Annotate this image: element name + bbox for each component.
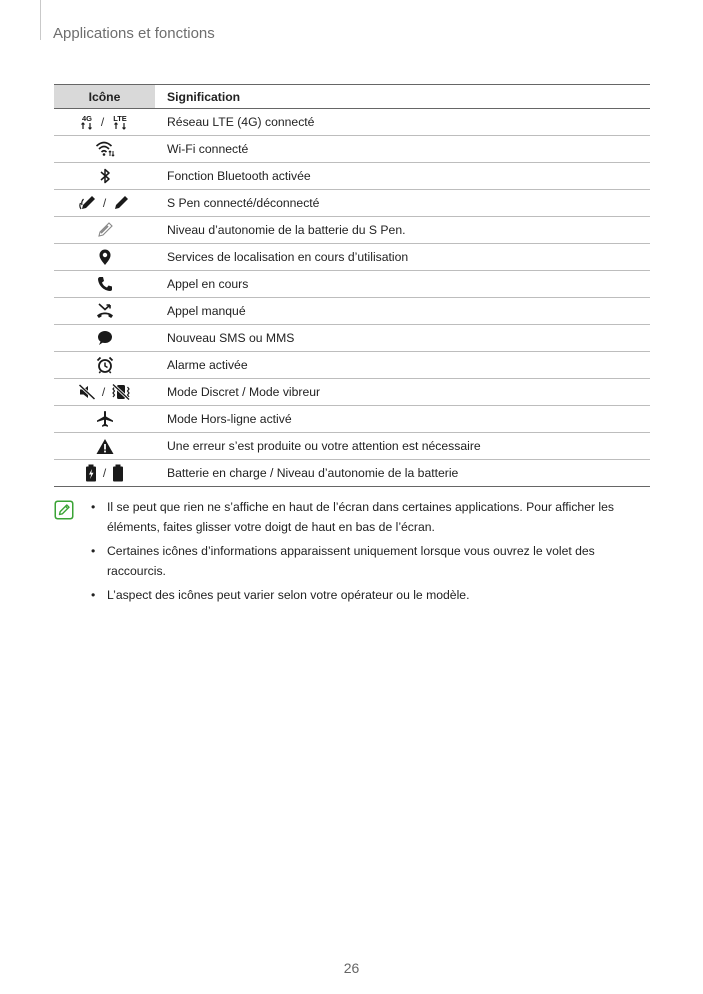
note-list — [54, 497, 654, 605]
icon-separator: / — [102, 196, 107, 210]
page-edge-line — [40, 0, 41, 40]
icon-cell — [54, 460, 155, 487]
wifi-icon — [95, 140, 115, 158]
meaning-cell: Réseau LTE (4G) connecté — [155, 109, 650, 136]
s-pen-disconnected-icon — [112, 194, 130, 212]
icon-separator: / — [102, 466, 107, 480]
table-row — [54, 406, 650, 433]
icon-cell — [54, 190, 155, 217]
table-row — [54, 136, 650, 163]
airplane-icon — [96, 410, 114, 428]
icon-cell — [54, 379, 155, 406]
battery-icon — [112, 464, 124, 482]
meaning-cell: Une erreur s’est produite ou votre attention est nécessaire — [155, 433, 650, 460]
warning-icon — [96, 438, 114, 455]
icon-cell — [54, 325, 155, 352]
table-row — [54, 379, 650, 406]
meaning-cell: Nouveau SMS ou MMS — [155, 325, 650, 352]
table-header-row — [54, 85, 650, 109]
meaning-cell: Services de localisation en cours d’utilisation — [155, 244, 650, 271]
table-row — [54, 325, 650, 352]
icon-separator: / — [100, 115, 105, 129]
page-number: 26 — [343, 960, 360, 976]
table-row — [54, 298, 650, 325]
table-row — [54, 244, 650, 271]
icon-cell — [54, 136, 155, 163]
note-text: L’aspect des icônes peut varier selon votre opérateur ou le modèle. — [107, 588, 470, 602]
table-row — [54, 109, 650, 136]
icon-cell — [54, 298, 155, 325]
s-pen-battery-icon — [96, 221, 114, 239]
meaning-cell: Alarme activée — [155, 352, 650, 379]
bullet: • — [91, 544, 96, 558]
list-item — [91, 497, 654, 537]
icon-cell — [54, 217, 155, 244]
meaning-cell: Appel en cours — [155, 271, 650, 298]
page-header: Applications et fonctions — [53, 25, 215, 42]
phone-icon — [97, 276, 113, 292]
icon-cell — [54, 163, 155, 190]
mute-icon — [78, 383, 96, 401]
meaning-cell: Mode Discret / Mode vibreur — [155, 379, 650, 406]
alarm-icon — [96, 356, 114, 374]
lte-icon — [110, 113, 130, 131]
bullet: • — [91, 588, 96, 602]
table-row — [54, 352, 650, 379]
icon-cell — [54, 109, 155, 136]
4g-icon-label: 4G — [82, 114, 93, 123]
column-header-meaning: Signification — [155, 85, 650, 109]
meaning-cell: Batterie en charge / Niveau d’autonomie de la batterie — [155, 460, 650, 487]
message-icon — [97, 330, 113, 346]
bluetooth-icon — [99, 167, 111, 185]
table-row — [54, 190, 650, 217]
4g-icon — [79, 113, 95, 131]
note-pencil-icon — [54, 500, 74, 520]
meaning-cell: Niveau d’autonomie de la batterie du S Pen. — [155, 217, 650, 244]
note-block — [54, 497, 654, 609]
bullet: • — [91, 500, 96, 514]
table-row — [54, 271, 650, 298]
meaning-cell: Fonction Bluetooth activée — [155, 163, 650, 190]
s-pen-connected-icon — [79, 194, 97, 212]
icon-cell — [54, 244, 155, 271]
list-item — [91, 541, 654, 581]
icon-cell — [54, 406, 155, 433]
location-icon — [98, 248, 112, 266]
lte-icon-label: LTE — [112, 114, 127, 123]
missed-call-icon — [96, 302, 114, 320]
meaning-cell: S Pen connecté/déconnecté — [155, 190, 650, 217]
meaning-cell: Wi-Fi connecté — [155, 136, 650, 163]
column-header-icon: Icône — [54, 85, 155, 109]
note-text: Il se peut que rien ne s’affiche en haut de l’écran dans certaines applications. Pour afficher les éléments, faites glisser votre doigt de haut en bas de l’écran. — [107, 500, 615, 534]
table-row — [54, 163, 650, 190]
icon-cell — [54, 433, 155, 460]
table-row — [54, 460, 650, 487]
meaning-cell: Mode Hors-ligne activé — [155, 406, 650, 433]
note-text: Certaines icônes d’informations apparaissent uniquement lorsque vous ouvrez le volet des raccourcis. — [107, 544, 595, 578]
vibrate-icon — [111, 383, 131, 401]
list-item — [91, 585, 654, 605]
icon-cell — [54, 271, 155, 298]
meaning-cell: Appel manqué — [155, 298, 650, 325]
battery-charging-icon — [85, 464, 97, 482]
icon-table — [54, 84, 650, 487]
table-row — [54, 433, 650, 460]
icon-separator: / — [101, 385, 106, 399]
icon-cell — [54, 352, 155, 379]
table-row — [54, 217, 650, 244]
